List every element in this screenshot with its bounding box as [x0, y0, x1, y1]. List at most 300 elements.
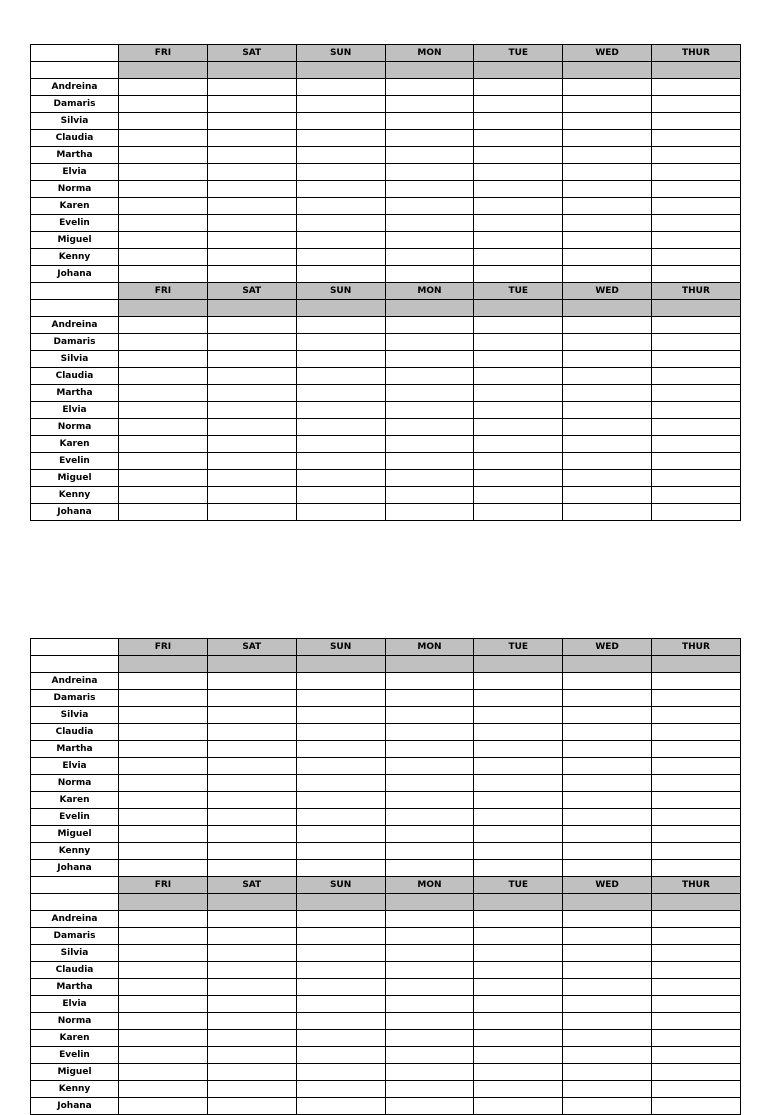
shift-cell[interactable]: [119, 843, 208, 860]
shift-cell[interactable]: [296, 860, 385, 877]
shift-cell[interactable]: [474, 826, 563, 843]
shift-cell[interactable]: [385, 673, 474, 690]
shift-cell[interactable]: [474, 1098, 563, 1115]
shift-cell[interactable]: [563, 1013, 652, 1030]
shift-cell[interactable]: [385, 249, 474, 266]
shift-cell[interactable]: [652, 843, 741, 860]
shift-cell[interactable]: [119, 504, 208, 521]
shift-cell[interactable]: [385, 487, 474, 504]
shift-cell[interactable]: [563, 436, 652, 453]
shift-cell[interactable]: [207, 741, 296, 758]
shift-cell[interactable]: [119, 453, 208, 470]
shift-cell[interactable]: [652, 792, 741, 809]
shift-cell[interactable]: [119, 758, 208, 775]
shift-cell[interactable]: [474, 402, 563, 419]
shift-cell[interactable]: [474, 1013, 563, 1030]
shift-cell[interactable]: [385, 996, 474, 1013]
shift-cell[interactable]: [207, 1064, 296, 1081]
shift-cell[interactable]: [207, 504, 296, 521]
shift-cell[interactable]: [207, 419, 296, 436]
shift-cell[interactable]: [207, 775, 296, 792]
shift-cell[interactable]: [474, 724, 563, 741]
shift-cell[interactable]: [296, 470, 385, 487]
shift-cell[interactable]: [563, 96, 652, 113]
shift-cell[interactable]: [119, 266, 208, 283]
shift-cell[interactable]: [119, 928, 208, 945]
shift-cell[interactable]: [119, 792, 208, 809]
shift-cell[interactable]: [385, 707, 474, 724]
shift-cell[interactable]: [207, 707, 296, 724]
shift-cell[interactable]: [474, 130, 563, 147]
shift-cell[interactable]: [296, 809, 385, 826]
shift-cell[interactable]: [296, 402, 385, 419]
shift-cell[interactable]: [385, 130, 474, 147]
shift-cell[interactable]: [119, 385, 208, 402]
shift-cell[interactable]: [563, 1030, 652, 1047]
shift-cell[interactable]: [207, 1013, 296, 1030]
shift-cell[interactable]: [207, 758, 296, 775]
shift-cell[interactable]: [119, 147, 208, 164]
shift-cell[interactable]: [474, 249, 563, 266]
shift-cell[interactable]: [296, 453, 385, 470]
shift-cell[interactable]: [207, 368, 296, 385]
shift-cell[interactable]: [296, 996, 385, 1013]
shift-cell[interactable]: [385, 775, 474, 792]
shift-cell[interactable]: [652, 385, 741, 402]
shift-cell[interactable]: [296, 436, 385, 453]
shift-cell[interactable]: [563, 317, 652, 334]
shift-cell[interactable]: [207, 334, 296, 351]
shift-cell[interactable]: [296, 113, 385, 130]
shift-cell[interactable]: [385, 402, 474, 419]
shift-cell[interactable]: [652, 232, 741, 249]
shift-cell[interactable]: [296, 826, 385, 843]
shift-cell[interactable]: [652, 962, 741, 979]
shift-cell[interactable]: [385, 690, 474, 707]
shift-cell[interactable]: [563, 707, 652, 724]
shift-cell[interactable]: [119, 860, 208, 877]
shift-cell[interactable]: [652, 707, 741, 724]
shift-cell[interactable]: [119, 164, 208, 181]
shift-cell[interactable]: [385, 945, 474, 962]
shift-cell[interactable]: [119, 945, 208, 962]
shift-cell[interactable]: [563, 1098, 652, 1115]
shift-cell[interactable]: [652, 436, 741, 453]
shift-cell[interactable]: [474, 911, 563, 928]
shift-cell[interactable]: [474, 928, 563, 945]
shift-cell[interactable]: [385, 1047, 474, 1064]
shift-cell[interactable]: [474, 996, 563, 1013]
shift-cell[interactable]: [563, 402, 652, 419]
shift-cell[interactable]: [119, 962, 208, 979]
shift-cell[interactable]: [296, 215, 385, 232]
shift-cell[interactable]: [474, 453, 563, 470]
shift-cell[interactable]: [207, 470, 296, 487]
shift-cell[interactable]: [563, 911, 652, 928]
shift-cell[interactable]: [652, 826, 741, 843]
shift-cell[interactable]: [296, 266, 385, 283]
shift-cell[interactable]: [296, 1064, 385, 1081]
shift-cell[interactable]: [652, 181, 741, 198]
shift-cell[interactable]: [474, 368, 563, 385]
shift-cell[interactable]: [385, 741, 474, 758]
shift-cell[interactable]: [563, 673, 652, 690]
shift-cell[interactable]: [652, 928, 741, 945]
shift-cell[interactable]: [474, 334, 563, 351]
shift-cell[interactable]: [563, 945, 652, 962]
shift-cell[interactable]: [563, 232, 652, 249]
shift-cell[interactable]: [563, 1064, 652, 1081]
shift-cell[interactable]: [296, 1013, 385, 1030]
shift-cell[interactable]: [474, 504, 563, 521]
shift-cell[interactable]: [474, 673, 563, 690]
shift-cell[interactable]: [296, 317, 385, 334]
shift-cell[interactable]: [119, 317, 208, 334]
shift-cell[interactable]: [385, 758, 474, 775]
shift-cell[interactable]: [207, 792, 296, 809]
shift-cell[interactable]: [563, 419, 652, 436]
shift-cell[interactable]: [474, 775, 563, 792]
shift-cell[interactable]: [207, 215, 296, 232]
shift-cell[interactable]: [385, 436, 474, 453]
shift-cell[interactable]: [563, 1047, 652, 1064]
shift-cell[interactable]: [474, 860, 563, 877]
shift-cell[interactable]: [207, 249, 296, 266]
shift-cell[interactable]: [563, 368, 652, 385]
shift-cell[interactable]: [652, 147, 741, 164]
shift-cell[interactable]: [474, 385, 563, 402]
shift-cell[interactable]: [563, 351, 652, 368]
shift-cell[interactable]: [296, 334, 385, 351]
shift-cell[interactable]: [207, 928, 296, 945]
shift-cell[interactable]: [207, 962, 296, 979]
shift-cell[interactable]: [385, 334, 474, 351]
shift-cell[interactable]: [207, 945, 296, 962]
shift-cell[interactable]: [119, 402, 208, 419]
shift-cell[interactable]: [296, 419, 385, 436]
shift-cell[interactable]: [474, 809, 563, 826]
shift-cell[interactable]: [652, 911, 741, 928]
shift-cell[interactable]: [119, 979, 208, 996]
shift-cell[interactable]: [119, 79, 208, 96]
shift-cell[interactable]: [563, 690, 652, 707]
shift-cell[interactable]: [119, 741, 208, 758]
shift-cell[interactable]: [385, 1081, 474, 1098]
shift-cell[interactable]: [652, 758, 741, 775]
shift-cell[interactable]: [474, 741, 563, 758]
shift-cell[interactable]: [652, 945, 741, 962]
shift-cell[interactable]: [385, 843, 474, 860]
shift-cell[interactable]: [474, 351, 563, 368]
shift-cell[interactable]: [207, 232, 296, 249]
shift-cell[interactable]: [296, 147, 385, 164]
shift-cell[interactable]: [296, 181, 385, 198]
shift-cell[interactable]: [119, 1013, 208, 1030]
shift-cell[interactable]: [207, 843, 296, 860]
shift-cell[interactable]: [474, 979, 563, 996]
shift-cell[interactable]: [385, 351, 474, 368]
shift-cell[interactable]: [474, 79, 563, 96]
shift-cell[interactable]: [652, 96, 741, 113]
shift-cell[interactable]: [207, 453, 296, 470]
shift-cell[interactable]: [385, 215, 474, 232]
shift-cell[interactable]: [296, 385, 385, 402]
shift-cell[interactable]: [652, 809, 741, 826]
shift-cell[interactable]: [207, 351, 296, 368]
shift-cell[interactable]: [652, 419, 741, 436]
shift-cell[interactable]: [474, 147, 563, 164]
shift-cell[interactable]: [119, 96, 208, 113]
shift-cell[interactable]: [119, 232, 208, 249]
shift-cell[interactable]: [207, 96, 296, 113]
shift-cell[interactable]: [385, 181, 474, 198]
shift-cell[interactable]: [207, 402, 296, 419]
shift-cell[interactable]: [652, 1030, 741, 1047]
shift-cell[interactable]: [207, 979, 296, 996]
shift-cell[interactable]: [296, 232, 385, 249]
shift-cell[interactable]: [296, 724, 385, 741]
shift-cell[interactable]: [119, 249, 208, 266]
shift-cell[interactable]: [385, 1098, 474, 1115]
shift-cell[interactable]: [207, 147, 296, 164]
shift-cell[interactable]: [296, 707, 385, 724]
shift-cell[interactable]: [563, 504, 652, 521]
shift-cell[interactable]: [563, 979, 652, 996]
shift-cell[interactable]: [296, 775, 385, 792]
shift-cell[interactable]: [652, 1013, 741, 1030]
shift-cell[interactable]: [119, 1047, 208, 1064]
shift-cell[interactable]: [385, 1013, 474, 1030]
shift-cell[interactable]: [385, 198, 474, 215]
shift-cell[interactable]: [296, 130, 385, 147]
shift-cell[interactable]: [385, 911, 474, 928]
shift-cell[interactable]: [207, 130, 296, 147]
shift-cell[interactable]: [652, 775, 741, 792]
shift-cell[interactable]: [474, 1047, 563, 1064]
shift-cell[interactable]: [296, 741, 385, 758]
shift-cell[interactable]: [296, 504, 385, 521]
shift-cell[interactable]: [652, 249, 741, 266]
shift-cell[interactable]: [296, 164, 385, 181]
shift-cell[interactable]: [119, 690, 208, 707]
shift-cell[interactable]: [652, 79, 741, 96]
shift-cell[interactable]: [296, 758, 385, 775]
shift-cell[interactable]: [652, 113, 741, 130]
shift-cell[interactable]: [385, 266, 474, 283]
shift-cell[interactable]: [652, 453, 741, 470]
shift-cell[interactable]: [474, 758, 563, 775]
shift-cell[interactable]: [119, 911, 208, 928]
shift-cell[interactable]: [207, 690, 296, 707]
shift-cell[interactable]: [563, 215, 652, 232]
shift-cell[interactable]: [119, 1098, 208, 1115]
shift-cell[interactable]: [385, 419, 474, 436]
shift-cell[interactable]: [207, 266, 296, 283]
shift-cell[interactable]: [119, 1064, 208, 1081]
shift-cell[interactable]: [563, 928, 652, 945]
shift-cell[interactable]: [652, 317, 741, 334]
shift-cell[interactable]: [296, 198, 385, 215]
shift-cell[interactable]: [207, 1098, 296, 1115]
shift-cell[interactable]: [652, 198, 741, 215]
shift-cell[interactable]: [474, 113, 563, 130]
shift-cell[interactable]: [652, 690, 741, 707]
shift-cell[interactable]: [207, 317, 296, 334]
shift-cell[interactable]: [385, 809, 474, 826]
shift-cell[interactable]: [563, 130, 652, 147]
shift-cell[interactable]: [652, 741, 741, 758]
shift-cell[interactable]: [119, 724, 208, 741]
shift-cell[interactable]: [474, 164, 563, 181]
shift-cell[interactable]: [385, 317, 474, 334]
shift-cell[interactable]: [652, 368, 741, 385]
shift-cell[interactable]: [474, 690, 563, 707]
shift-cell[interactable]: [563, 249, 652, 266]
shift-cell[interactable]: [119, 334, 208, 351]
shift-cell[interactable]: [474, 470, 563, 487]
shift-cell[interactable]: [563, 1081, 652, 1098]
shift-cell[interactable]: [385, 164, 474, 181]
shift-cell[interactable]: [652, 164, 741, 181]
shift-cell[interactable]: [207, 826, 296, 843]
shift-cell[interactable]: [296, 1081, 385, 1098]
shift-cell[interactable]: [652, 487, 741, 504]
shift-cell[interactable]: [296, 368, 385, 385]
shift-cell[interactable]: [652, 860, 741, 877]
shift-cell[interactable]: [474, 419, 563, 436]
shift-cell[interactable]: [652, 334, 741, 351]
shift-cell[interactable]: [563, 487, 652, 504]
shift-cell[interactable]: [385, 979, 474, 996]
shift-cell[interactable]: [474, 317, 563, 334]
shift-cell[interactable]: [652, 1081, 741, 1098]
shift-cell[interactable]: [119, 215, 208, 232]
shift-cell[interactable]: [563, 385, 652, 402]
shift-cell[interactable]: [296, 911, 385, 928]
shift-cell[interactable]: [207, 164, 296, 181]
shift-cell[interactable]: [296, 690, 385, 707]
shift-cell[interactable]: [296, 792, 385, 809]
shift-cell[interactable]: [385, 792, 474, 809]
shift-cell[interactable]: [385, 1030, 474, 1047]
shift-cell[interactable]: [119, 351, 208, 368]
shift-cell[interactable]: [652, 470, 741, 487]
shift-cell[interactable]: [563, 775, 652, 792]
shift-cell[interactable]: [207, 113, 296, 130]
shift-cell[interactable]: [385, 368, 474, 385]
shift-cell[interactable]: [207, 385, 296, 402]
shift-cell[interactable]: [474, 962, 563, 979]
shift-cell[interactable]: [563, 198, 652, 215]
shift-cell[interactable]: [119, 470, 208, 487]
shift-cell[interactable]: [385, 232, 474, 249]
shift-cell[interactable]: [385, 1064, 474, 1081]
shift-cell[interactable]: [652, 996, 741, 1013]
shift-cell[interactable]: [563, 147, 652, 164]
shift-cell[interactable]: [474, 215, 563, 232]
shift-cell[interactable]: [474, 232, 563, 249]
shift-cell[interactable]: [474, 487, 563, 504]
shift-cell[interactable]: [563, 809, 652, 826]
shift-cell[interactable]: [119, 707, 208, 724]
shift-cell[interactable]: [563, 724, 652, 741]
shift-cell[interactable]: [385, 504, 474, 521]
shift-cell[interactable]: [119, 113, 208, 130]
shift-cell[interactable]: [296, 979, 385, 996]
shift-cell[interactable]: [207, 1047, 296, 1064]
shift-cell[interactable]: [119, 181, 208, 198]
shift-cell[interactable]: [563, 164, 652, 181]
shift-cell[interactable]: [563, 860, 652, 877]
shift-cell[interactable]: [296, 487, 385, 504]
shift-cell[interactable]: [474, 707, 563, 724]
shift-cell[interactable]: [652, 1064, 741, 1081]
shift-cell[interactable]: [119, 996, 208, 1013]
shift-cell[interactable]: [474, 945, 563, 962]
shift-cell[interactable]: [652, 1098, 741, 1115]
shift-cell[interactable]: [296, 928, 385, 945]
shift-cell[interactable]: [207, 724, 296, 741]
shift-cell[interactable]: [385, 96, 474, 113]
shift-cell[interactable]: [119, 436, 208, 453]
shift-cell[interactable]: [563, 113, 652, 130]
shift-cell[interactable]: [119, 1081, 208, 1098]
shift-cell[interactable]: [296, 945, 385, 962]
shift-cell[interactable]: [474, 436, 563, 453]
shift-cell[interactable]: [474, 266, 563, 283]
shift-cell[interactable]: [474, 1064, 563, 1081]
shift-cell[interactable]: [119, 368, 208, 385]
shift-cell[interactable]: [652, 402, 741, 419]
shift-cell[interactable]: [652, 1047, 741, 1064]
shift-cell[interactable]: [207, 79, 296, 96]
shift-cell[interactable]: [385, 385, 474, 402]
shift-cell[interactable]: [474, 96, 563, 113]
shift-cell[interactable]: [385, 860, 474, 877]
shift-cell[interactable]: [652, 130, 741, 147]
shift-cell[interactable]: [652, 673, 741, 690]
shift-cell[interactable]: [207, 860, 296, 877]
shift-cell[interactable]: [119, 775, 208, 792]
shift-cell[interactable]: [207, 996, 296, 1013]
shift-cell[interactable]: [474, 198, 563, 215]
shift-cell[interactable]: [563, 758, 652, 775]
shift-cell[interactable]: [563, 334, 652, 351]
shift-cell[interactable]: [563, 79, 652, 96]
shift-cell[interactable]: [652, 504, 741, 521]
shift-cell[interactable]: [296, 96, 385, 113]
shift-cell[interactable]: [563, 453, 652, 470]
shift-cell[interactable]: [296, 843, 385, 860]
shift-cell[interactable]: [385, 79, 474, 96]
shift-cell[interactable]: [385, 113, 474, 130]
shift-cell[interactable]: [563, 996, 652, 1013]
shift-cell[interactable]: [474, 181, 563, 198]
shift-cell[interactable]: [119, 809, 208, 826]
shift-cell[interactable]: [474, 1081, 563, 1098]
shift-cell[interactable]: [207, 809, 296, 826]
shift-cell[interactable]: [296, 673, 385, 690]
shift-cell[interactable]: [652, 351, 741, 368]
shift-cell[interactable]: [119, 826, 208, 843]
shift-cell[interactable]: [296, 1030, 385, 1047]
shift-cell[interactable]: [296, 79, 385, 96]
shift-cell[interactable]: [652, 215, 741, 232]
shift-cell[interactable]: [119, 487, 208, 504]
shift-cell[interactable]: [474, 792, 563, 809]
shift-cell[interactable]: [119, 673, 208, 690]
shift-cell[interactable]: [563, 470, 652, 487]
